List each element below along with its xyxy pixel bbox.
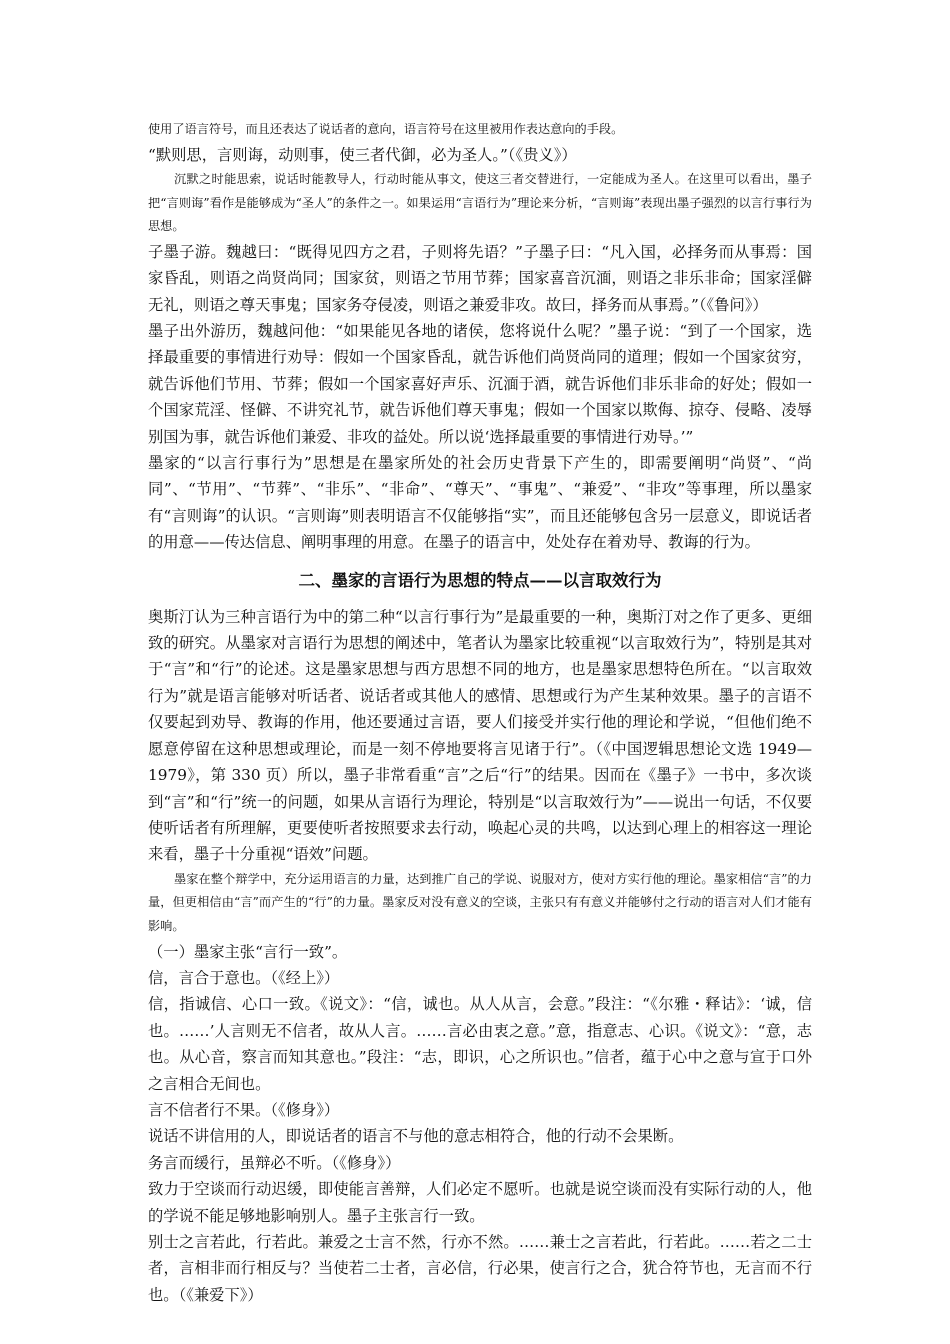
section-heading: 二、墨家的言语行为思想的特点——以言取效行为 [298,570,662,590]
paragraph-austin: 奥斯汀认为三种言语行为中的第二种“以言行事行为”是最重要的一种，奥斯汀对之作了更多、更细致的研究。从墨家对言语行为思想的阐述中，笔者认为墨家比较重视“以言取效行为”，特别是其对于“言”和“行”的论述。这是墨家思想与西方思想不同的地方，也是墨家思想特色所在。“以言取效行为”就是语言能够对听话者、说话者或其他人的感情、思想或行为产生某种效果。墨子的言语不仅要起到劝导、教诲的作用，他还要通过言语，要人们接受并实行他的理论和学说，“但他们绝不愿意停留在这种思想或理论，而是一刻不停地要将言见诸于行”。（《中国逻辑思想论文选 1949—1979》，第 330 页）所以，墨子非常看重“言”之后“行”的结果。因而在《墨子》一书中，多次谈到“言”和“行”统一的问题，如果从言语行为理论，特别是“以言取效行为”——说出一句话，不仅要使听话者有所理解，更要使听者按照要求去行动，唤起心灵的共鸣，以达到心理上的相容这一理论来看，墨子十分重视“语效”问题。 [148,607,812,864]
paragraph-yiyan-xingshi: 墨家的“以言行事行为”思想是在墨家所处的社会历史背景下产生的，即需要阐明“尚贤”、“尚同”、“节用”、“节葬”、“非乐”、“非命”、“尊天”、“事鬼”、“兼爱”、“非攻”等事理，所以墨家有“言则诲”的认识。“言则诲”则表明语言不仅能够指“实”，而且还能够包含另一层意义，即说话者的用意——传达信息、阐明事理的用意。在墨子的语言中，处处存在着劝导、教诲的行为。 [148,454,812,552]
quote-luwen: 子墨子游。魏越曰：“既得见四方之君，子则将先语？”子墨子曰：“凡入国，必择务而从事焉：国家昏乱，则语之尚贤尚同；国家贫，则语之节用节葬；国家喜音沉湎，则语之非乐非命；国家淫僻无礼，则语之尊天事鬼；国家务夺侵凌，则语之兼爱非攻。故曰，择务而从事焉。”（《鲁问》） [148,242,812,314]
quote-xiushen-1: 言不信者行不果。（《修身》） [148,1100,340,1119]
paragraph-bianxue-note: 墨家在整个辩学中，充分运用语言的力量，达到推广自己的学说、说服对方，使对方实行他的理论。墨家相信“言”的力量，但更相信由“言”而产生的“行”的力量。墨家反对没有意义的空谈，主张只有有意义并能够付之行动的语言对人们才能有影响。 [148,871,812,933]
quote-jingshang: 信，言合于意也。（《经上》） [148,968,340,987]
paragraph-xin-explanation: 信，指诚信、心口一致。《说文》：“信，诚也。从人从言，会意。”段注：“《尔雅・释诂》：‘诚，信也。……’人言则无不信者，故从人言。……言必由衷之意。”意，指意志、心识。《说文》：“意，志也。从心音，察言而知其意也。”段注：“志，即识，心之所识也。”信者，蕴于心中之意与宣于口外之言相合无间也。 [148,995,812,1093]
paragraph-xiushen-1-explanation: 说话不讲信用的人，即说话者的语言不与他的意志相符合，他的行动不会果断。 [148,1127,684,1146]
document-page [148,118,812,1308]
subheading-yanxing-yizhi: （一）墨家主张“言行一致”。 [148,942,348,961]
paragraph-xiushen-2-explanation: 致力于空谈而行动迟缓，即使能言善辩，人们必定不愿听。也就是说空谈而没有实际行动的人，他的学说不能足够地影响别人。墨子主张言行一致。 [148,1180,812,1225]
quote-guiyi: “默则思，言则诲，动则事，使三者代御，必为圣人。”（《贵义》） [148,145,577,164]
quote-xiushen-2: 务言而缓行，虽辩必不听。（《修身》） [148,1153,401,1172]
quote-jianai: 别士之言若此，行若此。兼爱之士言不然，行亦不然。……兼士之言若此，行若此。……若之二士者，言相非而行相反与？当使若二士者，言必信，行必果，使言行之合，犹合符节也，无言而不行也。（《兼爱下》） [148,1232,812,1304]
paragraph-guiyi-commentary: 沉默之时能思索，说话时能教导人，行动时能从事文，使这三者交替进行，一定能成为圣人。在这里可以看出，墨子把“言则诲”看作是能够成为“圣人”的条件之一。如果运用“言语行为”理论来分析，“言则诲”表现出墨子强烈的以言行事行为思想。 [148,172,812,234]
paragraph-intro-note: 使用了语言符号，而且还表达了说话者的意向，语言符号在这里被用作表达意向的手段。 [148,122,624,136]
paragraph-luwen-translation: 墨子出外游历，魏越问他：“如果能见各地的诸侯，您将说什么呢？”墨子说：“到了一个国家，选择最重要的事情进行劝导：假如一个国家昏乱，就告诉他们尚贤尚同的道理；假如一个国家贫穷，就告诉他们节用、节葬；假如一个国家喜好声乐、沉湎于酒，就告诉他们非乐非命的好处；假如一个国家荒淫、怪僻、不讲究礼节，就告诉他们尊天事鬼；假如一个国家以欺侮、掠夺、侵略、凌辱别国为事，就告诉他们兼爱、非攻的益处。所以说‘选择最重要的事情进行劝导。’” [148,322,812,446]
